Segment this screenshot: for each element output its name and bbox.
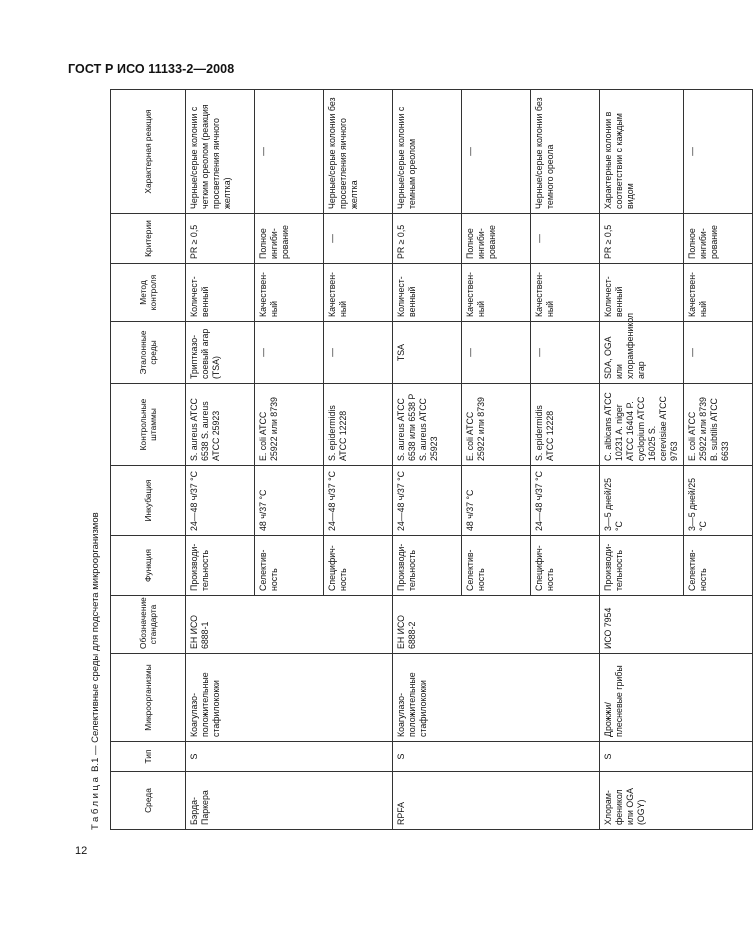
cell-strains: E. coli ATCC 25922 или 8739 [255, 384, 324, 466]
cell-reference-media: — [255, 322, 324, 384]
cell-incubation: 3—5 дней/25 °С [600, 466, 684, 536]
col-header: Среда [111, 772, 186, 830]
cell-organisms: Дрожжи/плесневые грибы [600, 654, 753, 742]
cell-incubation: 3—5 дней/25 °С [683, 466, 752, 536]
table-row [186, 90, 255, 830]
caption-text: В.1 — Селективные среды для подсчета микроорганизмов [90, 512, 101, 772]
cell-function: Специфич-ность [531, 536, 600, 596]
cell-reaction: — [683, 90, 752, 214]
cell-standard: ИСО 7954 [600, 596, 753, 654]
col-header: Эталонные среды [111, 322, 186, 384]
col-header: Функция [111, 536, 186, 596]
cell-criteria: — [324, 214, 393, 264]
cell-criteria: PR ≥ 0,5 [600, 214, 684, 264]
cell-function: Селектив-ность [255, 536, 324, 596]
cell-method: Качествен-ный [255, 264, 324, 322]
table-stage [90, 90, 730, 830]
cell-method: Количест-венный [393, 264, 462, 322]
rotated-table [90, 90, 730, 830]
col-header: Инкубация [111, 466, 186, 536]
cell-criteria: Полное ингиби-рование [462, 214, 531, 264]
cell-reference-media: — [683, 322, 752, 384]
col-header: Тип [111, 742, 186, 772]
cell-type: S [393, 742, 600, 772]
caption-prefix: Таблица [90, 774, 101, 830]
col-header: Микроорганизмы [111, 654, 186, 742]
cell-reference-media: — [324, 322, 393, 384]
cell-strains: S. aureus ATCC 6538 S. aureus ATCC 25923 [186, 384, 255, 466]
cell-type: S [600, 742, 753, 772]
cell-strains: E. coli ATCC 25922 или 8739 B. subtilis ATCC 6633 [683, 384, 752, 466]
cell-strains: E. coli ATCC 25922 или 8739 [462, 384, 531, 466]
cell-criteria: — [531, 214, 600, 264]
cell-reference-media: TSA [393, 322, 462, 384]
col-header: Критерии [111, 214, 186, 264]
col-header: Характерная реакция [111, 90, 186, 214]
cell-medium: Бэрда-Паркера [186, 772, 393, 830]
cell-incubation: 48 ч/37 °С [255, 466, 324, 536]
cell-incubation: 24—48 ч/37 °С [324, 466, 393, 536]
cell-strains: S. epidermidis ATCC 12228 [324, 384, 393, 466]
media-table [110, 89, 753, 830]
table-caption [90, 90, 110, 830]
cell-method: Качествен-ный [531, 264, 600, 322]
cell-method: Качествен-ный [462, 264, 531, 322]
cell-function: Специфич-ность [324, 536, 393, 596]
table-header-row [111, 90, 186, 830]
cell-criteria: PR ≥ 0,5 [186, 214, 255, 264]
cell-strains: S. epidermidis ATCC 12228 [531, 384, 600, 466]
cell-incubation: 24—48 ч/37 °С [531, 466, 600, 536]
cell-function: Селектив-ность [462, 536, 531, 596]
cell-function: Селектив-ность [683, 536, 752, 596]
col-header: Обозначение стандарта [111, 596, 186, 654]
cell-criteria: Полное ингиби-рование [255, 214, 324, 264]
cell-organisms: Коагулазо-положительные стафилококки [186, 654, 393, 742]
cell-method: Количест-венный [186, 264, 255, 322]
cell-incubation: 24—48 ч/37 °С [393, 466, 462, 536]
cell-method: Качествен-ный [324, 264, 393, 322]
cell-medium: Хлорам-феникол или OGA (OGY) [600, 772, 753, 830]
cell-type: S [186, 742, 393, 772]
cell-function: Производи-тельность [186, 536, 255, 596]
cell-organisms: Коагулазо-положительные стафилококки [393, 654, 600, 742]
cell-reaction: Черные/серые колонии с темным ореолом [393, 90, 462, 214]
document-header: ГОСТ Р ИСО 11133-2—2008 [68, 62, 235, 76]
cell-reaction: — [462, 90, 531, 214]
cell-reaction: Черные/серые колонии без просветления яичного желтка [324, 90, 393, 214]
page-number: 12 [75, 845, 88, 857]
cell-incubation: 24—48 ч/37 °С [186, 466, 255, 536]
cell-reference-media: — [462, 322, 531, 384]
cell-criteria: PR ≥ 0,5 [393, 214, 462, 264]
cell-reaction: Характерные колонии в соответствии с каждым видом [600, 90, 684, 214]
cell-strains: C. albicans ATCC 10231 A. niger ATCC 16404 P. cyclopium ATCC 16025 S. cerevisiae ATCC 9763 [600, 384, 684, 466]
cell-reference-media: Триптказо-соевый агар (TSA) [186, 322, 255, 384]
cell-reaction: — [255, 90, 324, 214]
cell-function: Производи-тельность [393, 536, 462, 596]
cell-reaction: Черные/серые колонии без темного ореола [531, 90, 600, 214]
cell-function: Производи-тельность [600, 536, 684, 596]
cell-standard: ЕН ИСО 6888-1 [186, 596, 393, 654]
cell-reaction: Черные/серые колонии с четким ореолом (реакция просветления яичного желтка) [186, 90, 255, 214]
cell-strains: S. aureus ATCC 6538 или 6538 P S. aureus ATCC 25923 [393, 384, 462, 466]
cell-reference-media: SDA, OGA или хлорамфеникол агар [600, 322, 684, 384]
cell-standard: ЕН ИСО 6888-2 [393, 596, 600, 654]
cell-method: Количест-венный [600, 264, 684, 322]
cell-method: Качествен-ный [683, 264, 752, 322]
cell-incubation: 48 ч/37 °С [462, 466, 531, 536]
cell-criteria: Полное ингиби-рование [683, 214, 752, 264]
col-header: Метод контроля [111, 264, 186, 322]
col-header: Контрольные штаммы [111, 384, 186, 466]
cell-medium: RPFA [393, 772, 600, 830]
table-row [393, 90, 462, 830]
table-row [600, 90, 684, 830]
cell-reference-media: — [531, 322, 600, 384]
